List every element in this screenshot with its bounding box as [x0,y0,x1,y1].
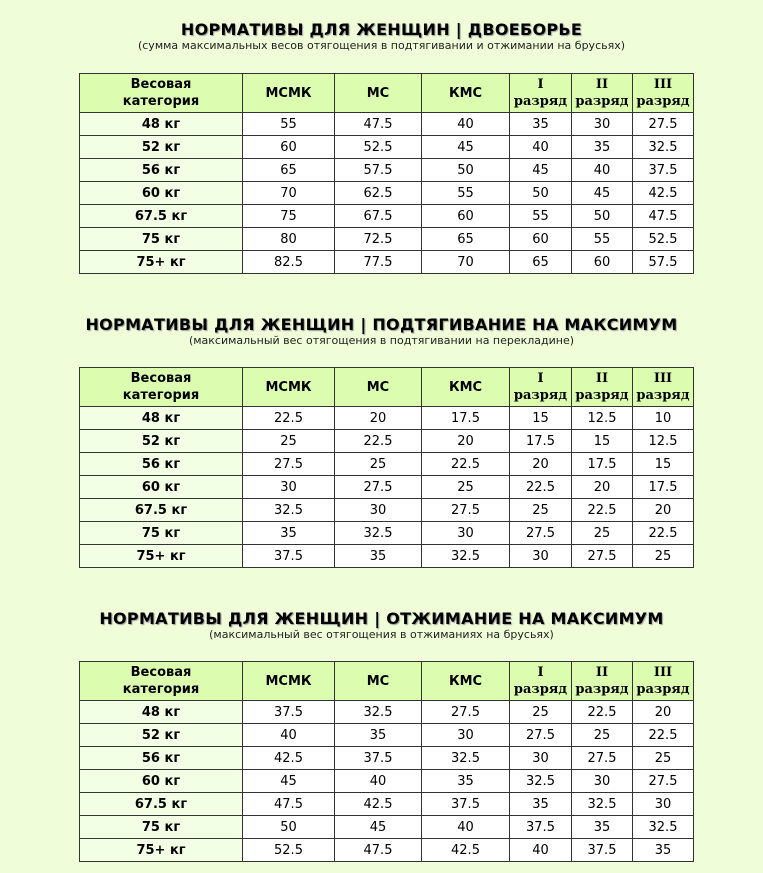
norm-value-cell: 35 [572,136,633,159]
weight-category-cell: 67.5 кг [80,499,243,522]
weight-category-cell: 75 кг [80,522,243,545]
table-row [80,182,694,205]
norm-value-cell: 25 [422,476,510,499]
weight-category-cell: 56 кг [80,159,243,182]
norm-value-cell: 52.5 [335,136,422,159]
weight-category-cell: 48 кг [80,407,243,430]
norm-value-cell: 27.5 [243,453,335,476]
weight-category-cell: 60 кг [80,182,243,205]
norm-value-cell: 70 [243,182,335,205]
norm-value-cell: 60 [510,228,572,251]
norm-value-cell: 57.5 [335,159,422,182]
table-row [80,251,694,274]
norm-value-cell: 37.5 [243,701,335,724]
norm-table-biathlon [79,73,694,274]
norm-value-cell: 37.5 [633,159,694,182]
norm-value-cell: 22.5 [422,453,510,476]
norm-value-cell: 10 [633,407,694,430]
norm-value-cell: 20 [335,407,422,430]
column-header-category [80,74,243,113]
column-header-line2: категория [122,94,200,109]
norm-value-cell: 22.5 [243,407,335,430]
table-row [80,701,694,724]
norm-value-cell: 32.5 [510,770,572,793]
norm-value-cell: 27.5 [422,701,510,724]
norm-value-cell: 25 [633,747,694,770]
norm-value-cell: 80 [243,228,335,251]
column-header-line1: МС [366,85,390,101]
norm-value-cell: 30 [335,499,422,522]
column-header-line2: категория [122,388,200,403]
norm-value-cell: 47.5 [243,793,335,816]
column-header-line1: МСМК [265,673,312,689]
section-pullups [0,315,763,348]
norm-value-cell: 60 [572,251,633,274]
column-header-rank-3 [633,662,694,701]
column-header-line1: МС [366,379,390,395]
norm-value-cell: 25 [572,724,633,747]
norm-value-cell: 32.5 [335,701,422,724]
norm-value-cell: 30 [633,793,694,816]
column-header-line1: III [653,371,673,386]
column-header-category [80,368,243,407]
norm-value-cell: 47.5 [633,205,694,228]
column-header-line1: МСМК [265,379,312,395]
norm-value-cell: 60 [422,205,510,228]
norm-value-cell: 27.5 [572,747,633,770]
table-row [80,545,694,568]
norm-value-cell: 20 [510,453,572,476]
table-row [80,522,694,545]
norm-value-cell: 70 [422,251,510,274]
norm-value-cell: 50 [510,182,572,205]
norm-value-cell: 55 [510,205,572,228]
norm-value-cell: 20 [422,430,510,453]
norm-value-cell: 30 [510,747,572,770]
norm-table-dips [79,661,694,862]
norm-value-cell: 30 [422,522,510,545]
norm-value-cell: 35 [422,770,510,793]
column-header-line1: I [537,665,544,680]
norm-value-cell: 20 [633,499,694,522]
weight-category-cell: 48 кг [80,113,243,136]
weight-category-cell: 56 кг [80,747,243,770]
norm-value-cell: 37.5 [243,545,335,568]
column-header-rank-1 [510,662,572,701]
norm-value-cell: 37.5 [335,747,422,770]
header-row [80,662,694,701]
norm-value-cell: 40 [510,839,572,862]
norm-value-cell: 27.5 [572,545,633,568]
norm-value-cell: 37.5 [422,793,510,816]
norm-value-cell: 25 [243,430,335,453]
column-header-line2: разряд [636,388,690,403]
column-header-line2: разряд [636,94,690,109]
norm-value-cell: 42.5 [243,747,335,770]
section-dips [0,609,763,642]
norm-value-cell: 52.5 [243,839,335,862]
norm-value-cell: 32.5 [335,522,422,545]
column-header-ms [335,74,422,113]
norm-value-cell: 30 [572,113,633,136]
column-header-rank-1 [510,368,572,407]
table-row [80,136,694,159]
weight-category-cell: 75+ кг [80,545,243,568]
column-header-msmk [243,662,335,701]
norm-value-cell: 15 [633,453,694,476]
weight-category-cell: 67.5 кг [80,205,243,228]
norm-value-cell: 12.5 [633,430,694,453]
norm-value-cell: 45 [335,816,422,839]
table-row [80,476,694,499]
norm-value-cell: 82.5 [243,251,335,274]
norm-value-cell: 40 [510,136,572,159]
norm-value-cell: 20 [633,701,694,724]
norm-value-cell: 32.5 [422,747,510,770]
norm-value-cell: 37.5 [510,816,572,839]
norm-value-cell: 15 [510,407,572,430]
column-header-line2: категория [122,682,200,697]
table-row [80,499,694,522]
norm-value-cell: 17.5 [633,476,694,499]
norm-value-cell: 25 [335,453,422,476]
column-header-rank-2 [572,662,633,701]
norm-value-cell: 30 [510,545,572,568]
norm-value-cell: 40 [243,724,335,747]
norm-value-cell: 27.5 [510,724,572,747]
norm-value-cell: 42.5 [422,839,510,862]
section-subtitle: (сумма максимальных весов отягощения в подтягивании и отжимании на брусьях) [137,39,626,52]
section-title: НОРМАТИВЫ ДЛЯ ЖЕНЩИН | ДВОЕБОРЬЕ [180,20,583,39]
norm-value-cell: 15 [572,430,633,453]
section-subtitle: (максимальный вес отягощения в отжиманиях на брусьях) [209,628,554,641]
column-header-line2: разряд [513,94,568,109]
norm-value-cell: 35 [335,724,422,747]
norm-value-cell: 42.5 [633,182,694,205]
norm-value-cell: 27.5 [422,499,510,522]
norm-value-cell: 50 [572,205,633,228]
section-title: НОРМАТИВЫ ДЛЯ ЖЕНЩИН | ПОДТЯГИВАНИЕ НА МАКСИМУМ [85,315,678,334]
norm-value-cell: 22.5 [633,522,694,545]
table-row [80,793,694,816]
column-header-line1: МС [366,673,390,689]
weight-category-cell: 52 кг [80,136,243,159]
column-header-line1: II [595,77,609,92]
norm-value-cell: 45 [572,182,633,205]
table-row [80,839,694,862]
norm-value-cell: 60 [243,136,335,159]
norm-value-cell: 52.5 [633,228,694,251]
norm-value-cell: 47.5 [335,113,422,136]
weight-category-cell: 60 кг [80,770,243,793]
norm-value-cell: 45 [510,159,572,182]
column-header-rank-2 [572,368,633,407]
norm-value-cell: 22.5 [572,499,633,522]
norm-value-cell: 35 [243,522,335,545]
weight-category-cell: 52 кг [80,430,243,453]
norm-value-cell: 32.5 [633,816,694,839]
norm-value-cell: 35 [510,113,572,136]
norm-value-cell: 27.5 [510,522,572,545]
table-row [80,159,694,182]
section-subtitle: (максимальный вес отягощения в подтягивании на перекладине) [188,334,575,347]
norm-value-cell: 35 [510,793,572,816]
norm-value-cell: 40 [422,816,510,839]
norm-value-cell: 27.5 [633,770,694,793]
norm-value-cell: 32.5 [243,499,335,522]
column-header-line1: Весовая [130,371,192,386]
norm-table-pullups [79,367,694,568]
header-row [80,368,694,407]
weight-category-cell: 75 кг [80,816,243,839]
column-header-line1: III [653,77,673,92]
norm-value-cell: 17.5 [572,453,633,476]
column-header-rank-3 [633,74,694,113]
norm-value-cell: 40 [572,159,633,182]
weight-category-cell: 60 кг [80,476,243,499]
column-header-line2: разряд [636,682,690,697]
norm-value-cell: 65 [422,228,510,251]
column-header-line1: КМС [448,673,483,689]
norm-value-cell: 50 [422,159,510,182]
table-row [80,747,694,770]
column-header-msmk [243,368,335,407]
weight-category-cell: 67.5 кг [80,793,243,816]
column-header-line1: II [595,665,609,680]
column-header-category [80,662,243,701]
weight-category-cell: 75+ кг [80,251,243,274]
norm-value-cell: 57.5 [633,251,694,274]
table-row [80,407,694,430]
norm-value-cell: 40 [422,113,510,136]
norm-value-cell: 17.5 [422,407,510,430]
column-header-rank-2 [572,74,633,113]
norm-value-cell: 27.5 [633,113,694,136]
norm-value-cell: 25 [572,522,633,545]
norm-value-cell: 77.5 [335,251,422,274]
column-header-line1: II [595,371,609,386]
table-row [80,816,694,839]
column-header-rank-1 [510,74,572,113]
column-header-line2: разряд [513,682,568,697]
norm-value-cell: 55 [243,113,335,136]
norm-value-cell: 22.5 [633,724,694,747]
norm-value-cell: 12.5 [572,407,633,430]
norm-value-cell: 25 [633,545,694,568]
column-header-kms [422,368,510,407]
table-row [80,205,694,228]
column-header-line2: разряд [575,682,629,697]
norm-value-cell: 22.5 [572,701,633,724]
norm-value-cell: 20 [572,476,633,499]
column-header-rank-3 [633,368,694,407]
norm-value-cell: 22.5 [510,476,572,499]
norm-value-cell: 37.5 [572,839,633,862]
column-header-line2: разряд [575,388,629,403]
norm-value-cell: 35 [633,839,694,862]
norm-value-cell: 17.5 [510,430,572,453]
weight-category-cell: 52 кг [80,724,243,747]
section-biathlon [0,20,763,53]
column-header-kms [422,74,510,113]
column-header-line2: разряд [575,94,629,109]
table-row [80,228,694,251]
norm-value-cell: 62.5 [335,182,422,205]
column-header-line1: I [537,371,544,386]
norm-value-cell: 55 [572,228,633,251]
norm-value-cell: 47.5 [335,839,422,862]
norm-value-cell: 72.5 [335,228,422,251]
table-row [80,113,694,136]
norm-value-cell: 30 [422,724,510,747]
norm-value-cell: 30 [572,770,633,793]
norm-value-cell: 45 [422,136,510,159]
column-header-kms [422,662,510,701]
norm-value-cell: 42.5 [335,793,422,816]
table-row [80,430,694,453]
norm-value-cell: 35 [335,545,422,568]
weight-category-cell: 56 кг [80,453,243,476]
norm-value-cell: 55 [422,182,510,205]
column-header-line1: Весовая [130,665,192,680]
norm-value-cell: 22.5 [335,430,422,453]
header-row [80,74,694,113]
norm-value-cell: 35 [572,816,633,839]
column-header-ms [335,368,422,407]
column-header-ms [335,662,422,701]
norm-value-cell: 50 [243,816,335,839]
weight-category-cell: 75 кг [80,228,243,251]
norm-value-cell: 27.5 [335,476,422,499]
norm-value-cell: 25 [510,701,572,724]
column-header-line2: разряд [513,388,568,403]
column-header-line1: III [653,665,673,680]
norm-value-cell: 40 [335,770,422,793]
section-title: НОРМАТИВЫ ДЛЯ ЖЕНЩИН | ОТЖИМАНИЕ НА МАКСИМУМ [99,609,664,628]
norm-value-cell: 32.5 [572,793,633,816]
table-row [80,724,694,747]
table-row [80,770,694,793]
norm-value-cell: 75 [243,205,335,228]
norm-value-cell: 45 [243,770,335,793]
norm-value-cell: 32.5 [422,545,510,568]
column-header-line1: МСМК [265,85,312,101]
weight-category-cell: 75+ кг [80,839,243,862]
norm-value-cell: 30 [243,476,335,499]
norm-value-cell: 32.5 [633,136,694,159]
norm-value-cell: 67.5 [335,205,422,228]
norm-value-cell: 65 [243,159,335,182]
norm-value-cell: 65 [510,251,572,274]
column-header-line1: I [537,77,544,92]
weight-category-cell: 48 кг [80,701,243,724]
column-header-msmk [243,74,335,113]
column-header-line1: КМС [448,85,483,101]
table-row [80,453,694,476]
norm-value-cell: 25 [510,499,572,522]
column-header-line1: КМС [448,379,483,395]
column-header-line1: Весовая [130,77,192,92]
